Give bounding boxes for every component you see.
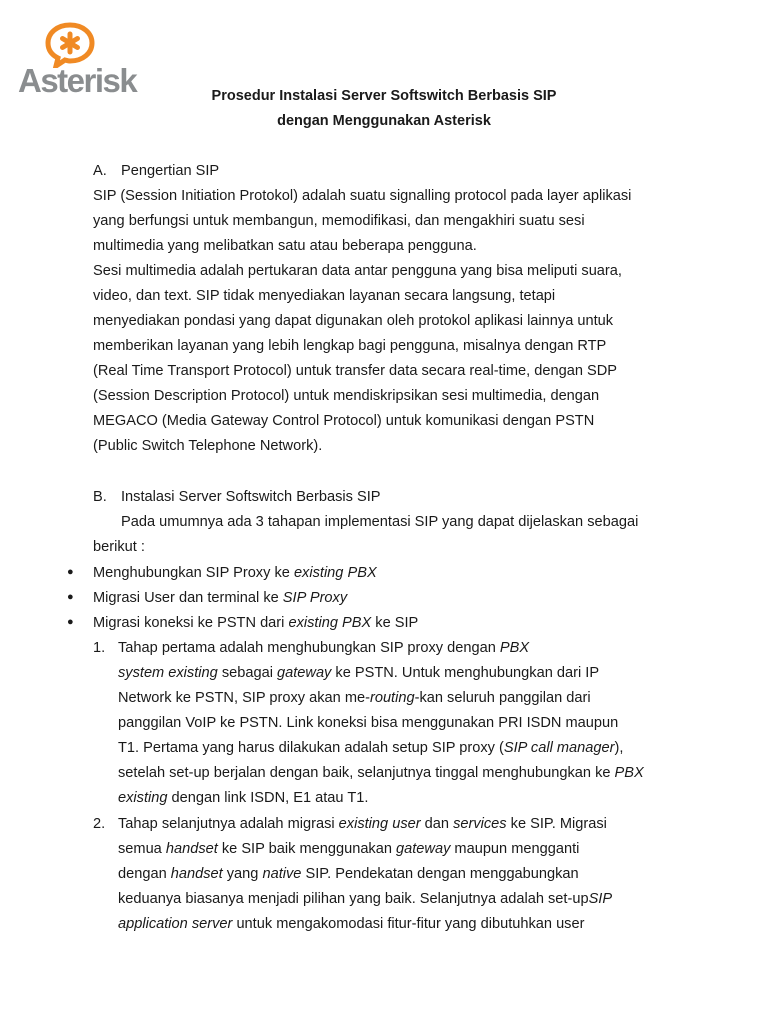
numbered-item-line: dengan handset yang native SIP. Pendekatan dengan menggabungkan: [118, 866, 579, 882]
bullet-icon: ●: [67, 591, 74, 603]
numbered-item-line: semua handset ke SIP baik menggunakan gateway maupun mengganti: [118, 841, 580, 857]
bullet-item: Migrasi User dan terminal ke SIP Proxy: [93, 590, 348, 606]
section-a-line: memberikan layanan yang lebih lengkap bagi pengguna, misalnya dengan RTP: [93, 338, 607, 354]
document-title-line2: dengan Menggunakan Asterisk: [277, 113, 491, 129]
numbered-item-line: keduanya biasanya menjadi pilihan yang baik. Selanjutnya adalah set-upSIP: [118, 891, 613, 907]
numbered-item-line: existing dengan link ISDN, E1 atau T1.: [118, 790, 369, 806]
numbered-item-line: setelah set-up berjalan dengan baik, selanjutnya tinggal menghubungkan ke PBX: [118, 765, 644, 781]
section-b-heading: Instalasi Server Softswitch Berbasis SIP: [121, 489, 381, 505]
section-a-line: SIP (Session Initiation Protokol) adalah suatu signalling protocol pada layer aplikasi: [93, 188, 632, 204]
section-a-line: MEGACO (Media Gateway Control Protocol) untuk komunikasi dengan PSTN: [93, 413, 595, 429]
bullet-item: Menghubungkan SIP Proxy ke existing PBX: [93, 565, 377, 581]
numbered-item-line: application server untuk mengakomodasi fitur-fitur yang dibutuhkan user: [118, 916, 585, 932]
section-a-line: (Real Time Transport Protocol) untuk transfer data secara real-time, dengan SDP: [93, 363, 617, 379]
asterisk-logo-text: Asterisk: [18, 62, 137, 99]
section-a-line: (Public Switch Telephone Network).: [93, 438, 323, 454]
section-a-marker: A.: [93, 163, 107, 179]
bullet-item: Migrasi koneksi ke PSTN dari existing PBX ke SIP: [93, 615, 419, 631]
asterisk-logo: [18, 22, 163, 99]
numbered-item-marker: 1.: [93, 640, 106, 656]
numbered-item-line: Tahap pertama adalah menghubungkan SIP proxy dengan PBX: [118, 640, 530, 656]
section-a-line: multimedia yang melibatkan satu atau beberapa pengguna.: [93, 238, 477, 254]
numbered-item-line: Tahap selanjutnya adalah migrasi existing user dan services ke SIP. Migrasi: [118, 816, 607, 832]
section-a-line: yang berfungsi untuk membangun, memodifikasi, dan mengakhiri suatu sesi: [93, 213, 585, 229]
numbered-item-line: system existing sebagai gateway ke PSTN. Untuk menghubungkan dari IP: [118, 665, 600, 681]
numbered-item-line: panggilan VoIP ke PSTN. Link koneksi bisa menggunakan PRI ISDN maupun: [118, 715, 619, 731]
section-b-intro: Pada umumnya ada 3 tahapan implementasi SIP yang dapat dijelaskan sebagai: [121, 514, 639, 530]
numbered-item-line: Network ke PSTN, SIP proxy akan me-routing-kan seluruh panggilan dari: [118, 690, 591, 706]
numbered-item-line: T1. Pertama yang harus dilakukan adalah setup SIP proxy (SIP call manager),: [118, 740, 624, 756]
document-title-line1: Prosedur Instalasi Server Softswitch Berbasis SIP: [211, 88, 557, 104]
section-a-line: menyediakan pondasi yang dapat digunakan oleh protokol aplikasi lainnya untuk: [93, 313, 614, 329]
section-a-line: video, dan text. SIP tidak menyediakan layanan secara langsung, tetapi: [93, 288, 556, 304]
bullet-icon: ●: [67, 616, 74, 628]
numbered-item-marker: 2.: [93, 816, 106, 832]
section-b-intro: berikut :: [93, 539, 145, 555]
bullet-icon: ●: [67, 566, 74, 578]
section-a-line: (Session Description Protocol) untuk mendiskripsikan sesi multimedia, dengan: [93, 388, 600, 404]
section-b-marker: B.: [93, 489, 107, 505]
section-a-line: Sesi multimedia adalah pertukaran data antar pengguna yang bisa meliputi suara,: [93, 263, 622, 279]
section-a-heading: Pengertian SIP: [121, 163, 220, 179]
